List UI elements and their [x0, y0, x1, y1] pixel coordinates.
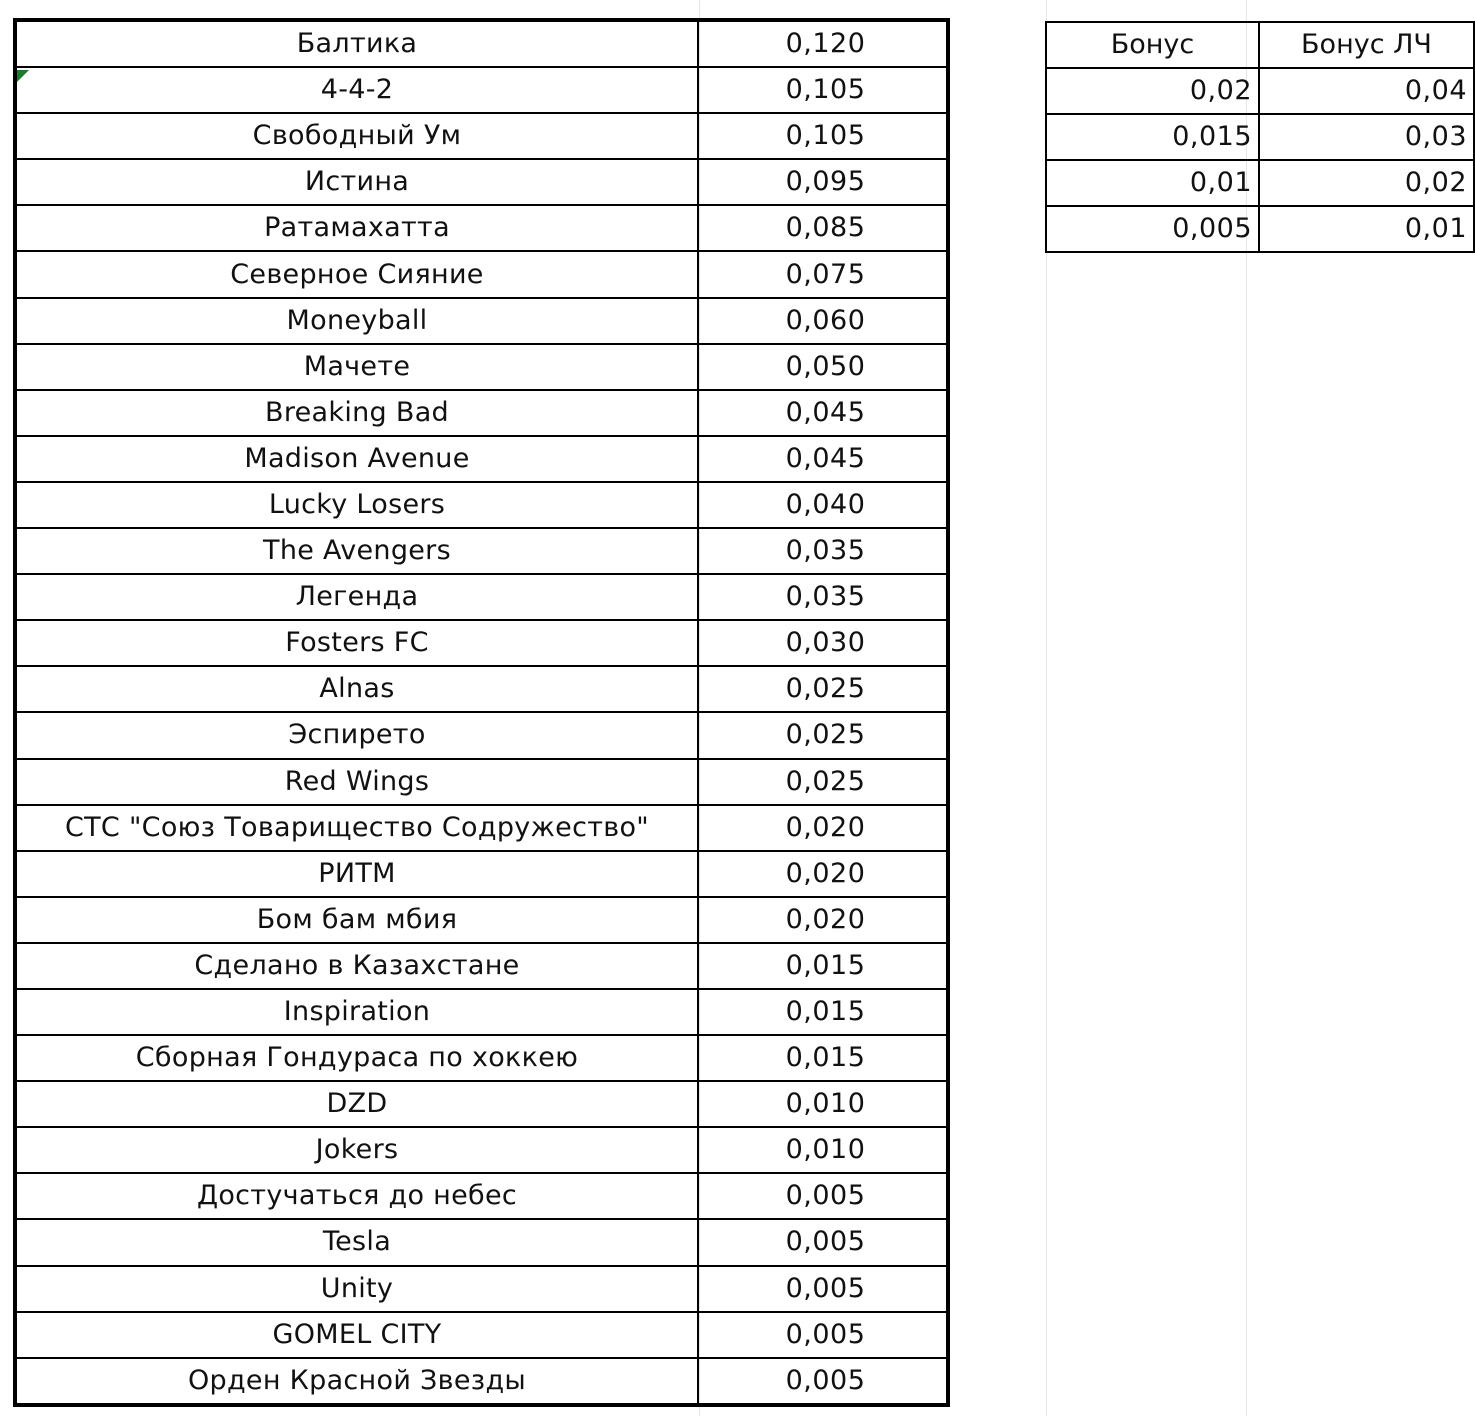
team-coefficients-body	[16, 21, 947, 1404]
team-row	[16, 666, 947, 712]
team-row	[16, 298, 947, 344]
team-row	[16, 851, 947, 897]
team-name-cell[interactable]: Бом бам мбия	[16, 897, 698, 943]
team-value-cell[interactable]: 0,015	[698, 943, 947, 989]
team-value-cell[interactable]: 0,085	[698, 205, 947, 251]
team-value-cell[interactable]: 0,025	[698, 666, 947, 712]
team-name-cell[interactable]: Балтика	[16, 21, 698, 67]
cell-error-marker-icon	[17, 70, 29, 82]
team-value-cell[interactable]: 0,010	[698, 1081, 947, 1127]
bonus-cl-value-cell[interactable]: 0,02	[1259, 160, 1474, 206]
team-row	[16, 113, 947, 159]
team-row	[16, 205, 947, 251]
team-row	[16, 482, 947, 528]
team-row	[16, 344, 947, 390]
bonus-row	[1046, 160, 1474, 206]
team-row	[16, 1035, 947, 1081]
team-name-cell[interactable]: DZD	[16, 1081, 698, 1127]
team-row	[16, 620, 947, 666]
team-name-cell[interactable]: Jokers	[16, 1127, 698, 1173]
team-row	[16, 1173, 947, 1219]
team-name-cell[interactable]: Alnas	[16, 666, 698, 712]
team-row	[16, 1266, 947, 1312]
team-name-cell[interactable]: Сделано в Казахстане	[16, 943, 698, 989]
team-value-cell[interactable]: 0,010	[698, 1127, 947, 1173]
team-row	[16, 897, 947, 943]
team-value-cell[interactable]: 0,105	[698, 113, 947, 159]
team-row	[16, 1127, 947, 1173]
team-row	[16, 1358, 947, 1404]
bonus-row	[1046, 206, 1474, 252]
team-row	[16, 436, 947, 482]
team-name-cell[interactable]: Сборная Гондураса по хоккею	[16, 1035, 698, 1081]
team-name-cell[interactable]: GOMEL CITY	[16, 1312, 698, 1358]
team-row	[16, 159, 947, 205]
team-value-cell[interactable]: 0,005	[698, 1312, 947, 1358]
bonus-value-cell[interactable]: 0,01	[1046, 160, 1259, 206]
team-value-cell[interactable]: 0,035	[698, 574, 947, 620]
team-value-cell[interactable]: 0,045	[698, 436, 947, 482]
team-row	[16, 574, 947, 620]
team-value-cell[interactable]: 0,015	[698, 1035, 947, 1081]
bonus-cl-header-cell[interactable]: Бонус ЛЧ	[1259, 22, 1474, 68]
team-name-cell[interactable]: Свободный Ум	[16, 113, 698, 159]
team-value-cell[interactable]: 0,005	[698, 1173, 947, 1219]
team-name-cell[interactable]: Madison Avenue	[16, 436, 698, 482]
bonus-cl-value-cell[interactable]: 0,01	[1259, 206, 1474, 252]
team-coefficients-table	[15, 20, 948, 1405]
team-name-cell[interactable]: СТС "Союз Товарищество Содружество"	[16, 805, 698, 851]
team-row	[16, 251, 947, 297]
team-row	[16, 1312, 947, 1358]
team-name-cell[interactable]: Орден Красной Звезды	[16, 1358, 698, 1404]
team-name-cell[interactable]: Breaking Bad	[16, 390, 698, 436]
team-value-cell[interactable]: 0,035	[698, 528, 947, 574]
team-row	[16, 1081, 947, 1127]
bonus-row	[1046, 114, 1474, 160]
team-name-cell[interactable]: Fosters FC	[16, 620, 698, 666]
team-value-cell[interactable]: 0,005	[698, 1219, 947, 1265]
bonus-cl-value-cell[interactable]: 0,03	[1259, 114, 1474, 160]
team-name-cell[interactable]: Эспирето	[16, 712, 698, 758]
team-value-cell[interactable]: 0,050	[698, 344, 947, 390]
team-value-cell[interactable]: 0,075	[698, 251, 947, 297]
bonus-header-row	[1046, 22, 1474, 68]
team-value-cell[interactable]: 0,105	[698, 67, 947, 113]
team-value-cell[interactable]: 0,095	[698, 159, 947, 205]
team-name-cell[interactable]: Северное Сияние	[16, 251, 698, 297]
team-name-cell[interactable]: Легенда	[16, 574, 698, 620]
team-row	[16, 390, 947, 436]
team-name-cell[interactable]: Moneyball	[16, 298, 698, 344]
team-name-cell[interactable]: Lucky Losers	[16, 482, 698, 528]
team-value-cell[interactable]: 0,005	[698, 1266, 947, 1312]
team-value-cell[interactable]: 0,020	[698, 897, 947, 943]
team-name-cell[interactable]: Unity	[16, 1266, 698, 1312]
team-value-cell[interactable]: 0,045	[698, 390, 947, 436]
team-value-cell[interactable]: 0,020	[698, 851, 947, 897]
team-value-cell[interactable]: 0,030	[698, 620, 947, 666]
team-name-cell[interactable]: 4-4-2	[16, 67, 698, 113]
bonus-header-cell[interactable]: Бонус	[1046, 22, 1259, 68]
team-name-cell[interactable]: Tesla	[16, 1219, 698, 1265]
team-row	[16, 21, 947, 67]
team-row	[16, 943, 947, 989]
team-value-cell[interactable]: 0,025	[698, 759, 947, 805]
bonus-cl-value-cell[interactable]: 0,04	[1259, 68, 1474, 114]
team-name-cell[interactable]: The Avengers	[16, 528, 698, 574]
team-value-cell[interactable]: 0,120	[698, 21, 947, 67]
bonus-table	[1045, 21, 1475, 253]
team-value-cell[interactable]: 0,060	[698, 298, 947, 344]
team-value-cell[interactable]: 0,025	[698, 712, 947, 758]
team-name-cell[interactable]: Red Wings	[16, 759, 698, 805]
team-row	[16, 759, 947, 805]
team-row	[16, 528, 947, 574]
team-row	[16, 805, 947, 851]
team-name-cell[interactable]: Ратамахатта	[16, 205, 698, 251]
team-value-cell[interactable]: 0,015	[698, 989, 947, 1035]
team-name-cell[interactable]: Достучаться до небес	[16, 1173, 698, 1219]
bonus-value-cell[interactable]: 0,02	[1046, 68, 1259, 114]
team-row	[16, 67, 947, 113]
team-value-cell[interactable]: 0,005	[698, 1358, 947, 1404]
team-row	[16, 712, 947, 758]
team-value-cell[interactable]: 0,040	[698, 482, 947, 528]
bonus-value-cell[interactable]: 0,015	[1046, 114, 1259, 160]
bonus-value-cell[interactable]: 0,005	[1046, 206, 1259, 252]
team-name-cell[interactable]: РИТМ	[16, 851, 698, 897]
team-name-cell[interactable]: Истина	[16, 159, 698, 205]
team-name-cell[interactable]: Мачете	[16, 344, 698, 390]
team-row	[16, 989, 947, 1035]
team-name-cell[interactable]: Inspiration	[16, 989, 698, 1035]
team-row	[16, 1219, 947, 1265]
bonus-row	[1046, 68, 1474, 114]
team-value-cell[interactable]: 0,020	[698, 805, 947, 851]
